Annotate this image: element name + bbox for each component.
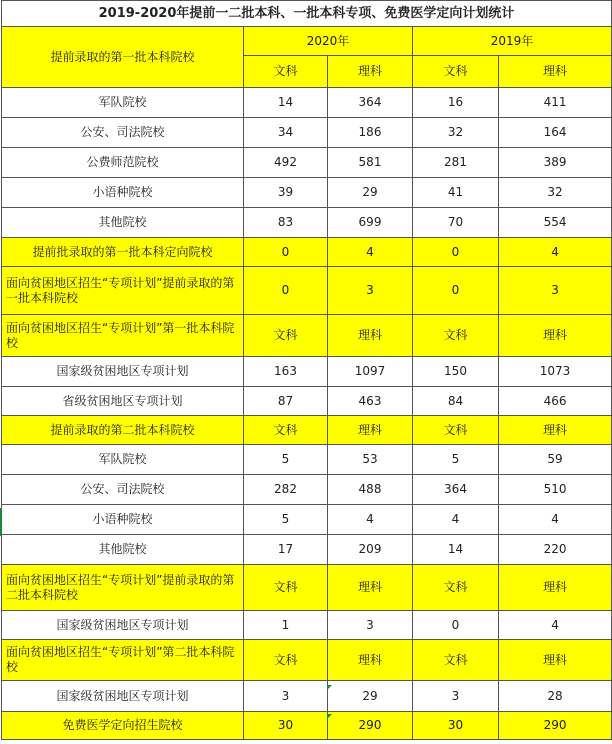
cell-2020-like: 53 [328,445,413,475]
cell-2020-like: 186 [328,118,413,148]
cell-2019-like: 理科 [499,565,612,611]
cell-2020-wenke: 17 [244,535,328,565]
cell-2019-like: 4 [499,238,612,267]
cell-2020-like: 29 [328,681,413,712]
cell-2019-like: 3 [499,267,612,315]
cell-2020-wenke: 83 [244,208,328,238]
header-wenke-2020: 文科 [244,56,328,88]
cell-2020-like: 理科 [328,640,413,681]
cell-2020-like: 理科 [328,565,413,611]
cell-2019-like: 理科 [499,416,612,445]
cell-2019-wenke: 70 [413,208,499,238]
cell-2020-wenke: 492 [244,148,328,178]
table-row [2,416,612,445]
cell-2020-like: 4 [328,238,413,267]
table-row [2,565,612,611]
cell-2019-wenke: 0 [413,238,499,267]
header-wenke-2019: 文科 [413,56,499,88]
cell-2019-wenke: 30 [413,712,499,740]
row-label: 国家级贫困地区专项计划 [2,611,244,640]
table-row [2,118,612,148]
row-label: 其他院校 [2,208,244,238]
cell-2020-wenke: 文科 [244,315,328,357]
row-label: 小语种院校 [2,505,244,535]
cell-2020-like: 488 [328,475,413,505]
cell-2020-like: 3 [328,611,413,640]
table-row [2,208,612,238]
row-label: 面向贫困地区招生“专项计划”第二批本科院校 [2,640,244,681]
cell-2019-wenke: 5 [413,445,499,475]
cell-2019-wenke: 14 [413,535,499,565]
cell-2020-wenke: 文科 [244,565,328,611]
header-row-label: 提前录取的第一批本科院校 [2,27,244,88]
row-label: 面向贫困地区招生“专项计划”提前录取的第二批本科院校 [2,565,244,611]
table-row [2,387,612,416]
row-label: 军队院校 [2,445,244,475]
header-like-2020: 理科 [328,56,413,88]
cell-2020-like: 3 [328,267,413,315]
cell-2020-wenke: 14 [244,88,328,118]
cell-2019-like: 59 [499,445,612,475]
cell-2019-wenke: 0 [413,611,499,640]
cell-2019-like: 389 [499,148,612,178]
table-row [2,712,612,740]
table-row [2,681,612,712]
table-row [2,535,612,565]
cell-2019-like: 理科 [499,640,612,681]
cell-comment-marker [327,685,332,690]
row-label: 面向贫困地区招生“专项计划”第一批本科院校 [2,315,244,357]
cell-2019-wenke: 281 [413,148,499,178]
cell-2019-wenke: 364 [413,475,499,505]
cell-2020-like: 290 [328,712,413,740]
cell-2020-like: 209 [328,535,413,565]
cell-2020-wenke: 3 [244,681,328,712]
cell-2019-like: 510 [499,475,612,505]
table-row [2,357,612,387]
cell-2020-like: 1097 [328,357,413,387]
cell-2019-wenke: 文科 [413,565,499,611]
cell-2019-wenke: 150 [413,357,499,387]
table-row [2,238,612,267]
cell-2019-wenke: 3 [413,681,499,712]
cell-2019-like: 290 [499,712,612,740]
table-row [2,315,612,357]
cell-2020-wenke: 30 [244,712,328,740]
cell-2020-like: 581 [328,148,413,178]
cell-2020-wenke: 0 [244,238,328,267]
cell-2020-wenke: 1 [244,611,328,640]
cell-2019-like: 32 [499,178,612,208]
table-row [2,475,612,505]
cell-2019-like: 理科 [499,315,612,357]
cell-2019-wenke: 0 [413,267,499,315]
cell-2020-wenke: 5 [244,445,328,475]
cell-2019-like: 411 [499,88,612,118]
row-label: 省级贫困地区专项计划 [2,387,244,416]
cell-2019-like: 28 [499,681,612,712]
row-label: 提前批录取的第一批本科定向院校 [2,238,244,267]
row-label: 其他院校 [2,535,244,565]
row-label: 公安、司法院校 [2,118,244,148]
row-label: 国家级贫困地区专项计划 [2,681,244,712]
cell-2019-like: 1073 [499,357,612,387]
cell-2020-wenke: 39 [244,178,328,208]
cell-2019-like: 220 [499,535,612,565]
plan-statistics-table [1,0,612,740]
table-row [2,445,612,475]
table-row [2,611,612,640]
row-label: 公安、司法院校 [2,475,244,505]
row-label: 军队院校 [2,88,244,118]
cell-2020-like: 463 [328,387,413,416]
cell-2020-wenke: 0 [244,267,328,315]
table-row [2,148,612,178]
cell-2019-wenke: 文科 [413,640,499,681]
cell-2020-like: 699 [328,208,413,238]
cell-2020-wenke: 5 [244,505,328,535]
cell-2019-wenke: 32 [413,118,499,148]
cell-2020-like: 理科 [328,416,413,445]
cell-2020-like: 4 [328,505,413,535]
row-label: 公费师范院校 [2,148,244,178]
cell-comment-marker [327,714,332,719]
cell-2020-like: 理科 [328,315,413,357]
table-row [2,88,612,118]
cell-2020-like: 364 [328,88,413,118]
cell-2019-like: 4 [499,505,612,535]
cell-2020-wenke: 282 [244,475,328,505]
table-row [2,640,612,681]
cell-2019-like: 4 [499,611,612,640]
row-label: 免费医学定向招生院校 [2,712,244,740]
cell-2019-wenke: 4 [413,505,499,535]
row-label: 国家级贫困地区专项计划 [2,357,244,387]
cell-2019-like: 466 [499,387,612,416]
row-label: 提前录取的第二批本科院校 [2,416,244,445]
table-row [2,267,612,315]
cell-2020-wenke: 87 [244,387,328,416]
cell-2019-wenke: 41 [413,178,499,208]
row-label: 小语种院校 [2,178,244,208]
cell-2019-like: 554 [499,208,612,238]
cell-2020-wenke: 34 [244,118,328,148]
row-label: 面向贫困地区招生“专项计划”提前录取的第一批本科院校 [2,267,244,315]
table-row [2,505,612,535]
cell-2019-like: 164 [499,118,612,148]
cell-2019-wenke: 文科 [413,315,499,357]
cell-2020-wenke: 文科 [244,416,328,445]
header-year-2020: 2020年 [244,27,413,56]
header-year-2019: 2019年 [413,27,612,56]
header-like-2019: 理科 [499,56,612,88]
cell-2019-wenke: 84 [413,387,499,416]
cell-2020-like: 29 [328,178,413,208]
cell-2020-wenke: 163 [244,357,328,387]
table-title: 2019-2020年提前一二批本科、一批本科专项、免费医学定向计划统计 [2,1,612,27]
table-row [2,178,612,208]
cell-2020-wenke: 文科 [244,640,328,681]
cell-2019-wenke: 文科 [413,416,499,445]
cell-2019-wenke: 16 [413,88,499,118]
selection-edge-marker [0,508,2,536]
